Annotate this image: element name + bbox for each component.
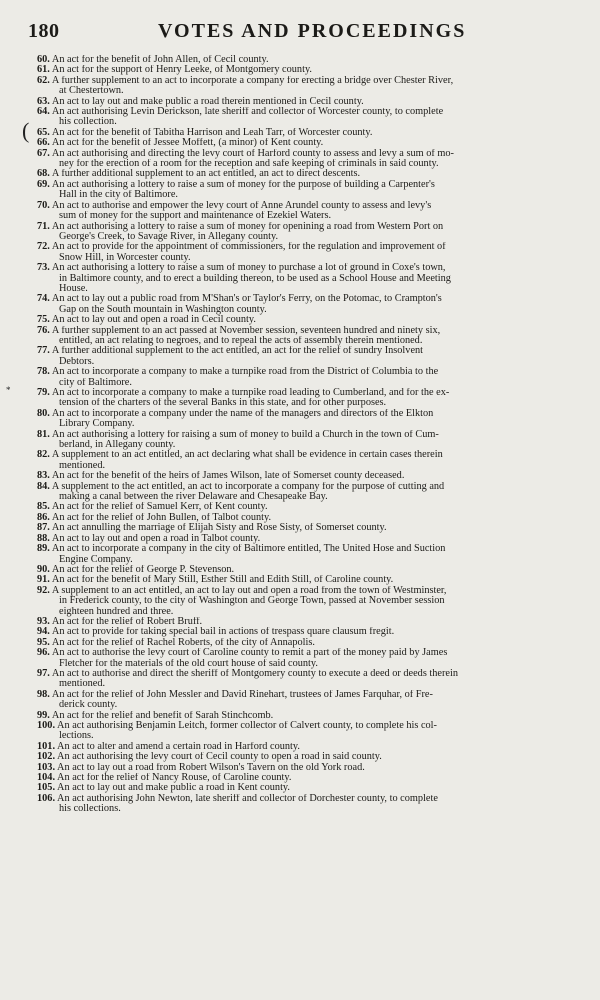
act-entry <box>37 263 595 294</box>
act-continuation-line: Snow Hill, in Worcester county. <box>59 252 191 263</box>
act-number: 60. <box>37 55 50 65</box>
act-entry <box>37 169 595 179</box>
act-text: An act for the benefit of Jessee Moffett, (a minor) of Kent county. <box>49 138 324 149</box>
act-text: An act to lay out and open a road in Talbot county. <box>49 533 261 544</box>
act-entry <box>37 763 595 773</box>
act-entry <box>37 752 595 762</box>
act-entry <box>37 690 595 711</box>
act-entry <box>37 773 595 783</box>
act-first-line <box>37 55 595 65</box>
act-entry <box>37 638 595 648</box>
act-text: A further supplement to an act to incorporate a company for erecting a bridge over Chester River, <box>49 75 454 86</box>
act-text: An act to lay out a road from Robert Wilson's Tavern on the old York road. <box>55 762 365 773</box>
act-entry <box>37 97 595 107</box>
act-number: 81. <box>37 429 50 440</box>
act-number: 74. <box>37 294 50 305</box>
act-entry <box>37 346 595 367</box>
running-head: VOTES AND PROCEEDINGS <box>158 20 467 42</box>
act-text: An act for the relief of Nancy Rouse, of Caroline county. <box>55 773 292 784</box>
act-continuation-line: Gap on the South mountain in Washington county. <box>59 304 267 315</box>
act-number: 70. <box>37 200 50 211</box>
act-first-line <box>37 763 595 773</box>
act-number: 66. <box>37 138 50 149</box>
act-number: 68. <box>37 169 50 180</box>
act-entry <box>37 783 595 793</box>
act-number: 98. <box>37 689 50 700</box>
act-number: 89. <box>37 544 50 555</box>
act-entry <box>37 65 595 75</box>
act-first-line <box>37 711 595 721</box>
act-number: 63. <box>37 96 50 107</box>
act-number: 99. <box>37 710 50 721</box>
act-first-line <box>37 263 595 273</box>
act-text: An act for the relief and benefit of Sarah Stinchcomb. <box>49 710 274 721</box>
act-number: 96. <box>37 648 50 659</box>
act-entry <box>37 794 595 815</box>
act-number: 95. <box>37 637 50 648</box>
act-first-line <box>37 201 595 211</box>
act-continuation-line: House. <box>59 283 88 294</box>
act-number: 100. <box>37 721 56 731</box>
act-text: A further additional supplement to an act entitled, an act to direct descents. <box>49 169 361 180</box>
act-text: An act for the relief of Robert Bruff. <box>49 616 203 627</box>
act-number: 105. <box>37 783 56 794</box>
act-entry <box>37 471 595 481</box>
act-text: An act for the relief of John Bullen, of Talbot county. <box>49 512 272 523</box>
act-text: An act authorising Levin Derickson, late sheriff and collector of Worcester county, to complete <box>49 107 444 118</box>
act-number: 93. <box>37 616 50 627</box>
act-text: An act authorising and directing the levy court of Harford county to assess and levy a sum of mo- <box>49 148 454 159</box>
act-continuation-line: berland, in Allegany county. <box>59 440 176 451</box>
act-entry <box>37 315 595 325</box>
act-text: A supplement to an act entitled, an act declaring what shall be evidence in certain cases therein <box>49 450 443 461</box>
act-text: An act for the benefit of Tabitha Harrison and Leah Tarr, of Worcester county. <box>49 127 373 138</box>
act-text: An act to alter and amend a certain road in Harford county. <box>55 741 300 752</box>
act-number: 91. <box>37 575 50 586</box>
act-first-line <box>37 169 595 179</box>
act-first-line <box>37 627 595 637</box>
act-text: An act authorising the levy court of Cecil county to open a road in said county. <box>55 752 382 763</box>
act-entry <box>37 575 595 585</box>
act-text: An act to incorporate a company to make a turnpike road leading to Cumberland, and for the ex- <box>49 388 450 398</box>
act-continuation-line: eighteen hundred and three. <box>59 606 174 617</box>
act-continuation-line: city of Baltimore. <box>59 377 132 388</box>
act-number: 75. <box>37 315 50 326</box>
act-entry <box>37 326 595 347</box>
act-entry <box>37 617 595 627</box>
act-number: 102. <box>37 752 56 763</box>
act-first-line <box>37 107 595 117</box>
act-first-line <box>37 128 595 138</box>
act-entry <box>37 138 595 148</box>
act-number: 78. <box>37 367 50 378</box>
act-number: 92. <box>37 585 50 596</box>
act-entry <box>37 513 595 523</box>
act-first-line <box>37 773 595 783</box>
act-text: An act to authorise and direct the sheriff of Montgomery county to execute a deed or deeds therein <box>49 668 458 679</box>
act-text: An act to incorporate a company in the city of Baltimore entitled, The United Hose and Suction <box>49 544 446 555</box>
act-text: An act authorising a lottery to raise a sum of money to purchase a lot of ground in Coxe's town, <box>49 263 446 274</box>
act-first-line <box>37 326 595 336</box>
act-first-line <box>37 149 595 159</box>
act-text: An act authorising a lottery for raising a sum of money to build a Church in the town of Cum- <box>49 429 439 440</box>
act-first-line <box>37 523 595 533</box>
act-number: 71. <box>37 221 50 232</box>
act-first-line <box>37 502 595 512</box>
act-continuation-line: lections. <box>59 731 94 742</box>
act-entry <box>37 128 595 138</box>
act-entry <box>37 201 595 222</box>
act-entry <box>37 222 595 243</box>
act-text: An act to authorise and empower the levy court of Anne Arundel county to assess and levy's <box>49 200 432 211</box>
act-text: An act to incorporate a company to make a turnpike road from the District of Columbia to the <box>49 367 439 378</box>
act-continuation-line: Debtors. <box>59 356 95 367</box>
act-first-line <box>37 450 595 460</box>
act-continuation-line: at Chestertown. <box>59 86 124 97</box>
margin-bracket-mark: ( <box>22 118 30 143</box>
act-number: 67. <box>37 148 50 159</box>
act-number: 87. <box>37 523 50 534</box>
act-entry <box>37 242 595 263</box>
act-text: A supplement to an act entitled, an act to lay out and open a road from the town of Westminster, <box>49 585 447 596</box>
page-number: 180 <box>28 20 60 42</box>
act-first-line <box>37 482 595 492</box>
act-first-line <box>37 367 595 377</box>
act-first-line <box>37 721 595 731</box>
act-text: An act to lay out and make public a road therein mentioned in Cecil county. <box>49 96 364 107</box>
act-text: An act for the relief of Rachel Roberts, of the city of Annapolis. <box>49 637 315 648</box>
act-first-line <box>37 648 595 658</box>
act-first-line <box>37 76 595 86</box>
act-entry <box>37 711 595 721</box>
act-first-line <box>37 544 595 554</box>
act-entry <box>37 721 595 742</box>
act-number: 62. <box>37 75 50 86</box>
act-number: 65. <box>37 127 50 138</box>
act-text: An act to lay out and make public a road in Kent county. <box>55 783 290 794</box>
act-continuation-line: mentioned. <box>59 460 106 471</box>
act-text: An act to incorporate a company under the name of the managers and directors of the Elkton <box>49 408 434 419</box>
page-header <box>28 18 586 48</box>
act-text: An act for the relief of John Messler and David Rinehart, trustees of James Farquhar, of Fre- <box>49 689 433 700</box>
act-number: 85. <box>37 502 50 513</box>
act-first-line <box>37 752 595 762</box>
act-number: 79. <box>37 388 50 398</box>
act-entry <box>37 648 595 669</box>
act-continuation-line: sum of money for the support and maintenance of Ezekiel Waters. <box>59 211 332 222</box>
act-text: An act authorising Benjamin Leitch, former collector of Calvert county, to complete his col- <box>55 721 437 731</box>
act-number: 61. <box>37 65 50 76</box>
act-number: 84. <box>37 481 50 492</box>
act-first-line <box>37 638 595 648</box>
act-first-line <box>37 409 595 419</box>
act-continuation-line: tension of the charters of the several Banks in this state, and for other purposes. <box>59 398 387 409</box>
act-continuation-line: in Baltimore county, and to erect a building thereon, to be used as a School House and Meeting <box>59 273 451 284</box>
act-first-line <box>37 315 595 325</box>
act-first-line <box>37 565 595 575</box>
act-text: An act for the relief of Samuel Kerr, of Kent county. <box>49 502 268 513</box>
act-first-line <box>37 534 595 544</box>
act-number: 97. <box>37 668 50 679</box>
act-text: A further supplement to an act passed at November session, seventeen hundred and ninety six, <box>49 325 441 336</box>
act-continuation-line: entitled, an act relating to negroes, and to repeal the acts of assembly therein mentioned. <box>59 335 423 346</box>
act-entry <box>37 544 595 565</box>
act-entry <box>37 409 595 430</box>
act-entry <box>37 565 595 575</box>
act-text: An act for the benefit of John Allen, of Cecil county. <box>49 55 269 65</box>
act-first-line <box>37 138 595 148</box>
act-continuation-line: in Frederick county, to the city of Washington and George Town, passed at November session <box>59 596 445 607</box>
act-first-line <box>37 346 595 356</box>
act-entry <box>37 586 595 617</box>
act-entry <box>37 367 595 388</box>
act-continuation-line: making a canal between the river Delaware and Chesapeake Bay. <box>59 492 328 503</box>
act-text: An act authorising John Newton, late sheriff and collector of Dorchester county, to complete <box>55 793 438 804</box>
act-entry <box>37 482 595 503</box>
act-number: 73. <box>37 263 50 274</box>
act-first-line <box>37 783 595 793</box>
act-entry <box>37 534 595 544</box>
act-first-line <box>37 794 595 804</box>
act-entry <box>37 502 595 512</box>
act-number: 77. <box>37 346 50 357</box>
act-entry <box>37 388 595 409</box>
act-number: 72. <box>37 242 50 253</box>
act-continuation-line: George's Creek, to Savage River, in Allegany county. <box>59 231 279 242</box>
acts-list <box>37 55 595 815</box>
act-number: 83. <box>37 471 50 482</box>
act-text: A supplement to the act entitled, an act to incorporate a company for the purpose of cutting and <box>49 481 445 492</box>
act-first-line <box>37 471 595 481</box>
act-first-line <box>37 513 595 523</box>
act-entry <box>37 149 595 170</box>
act-entry <box>37 450 595 471</box>
act-first-line <box>37 575 595 585</box>
act-number: 104. <box>37 773 56 784</box>
act-entry <box>37 669 595 690</box>
act-text: An act for the support of Henry Leeke, of Montgomery county. <box>49 65 312 76</box>
act-number: 106. <box>37 793 56 804</box>
act-continuation-line: his collection. <box>59 117 117 128</box>
act-text: An act annulling the marriage of Elijah Sisty and Rose Sisty, of Somerset county. <box>49 523 387 534</box>
act-first-line <box>37 617 595 627</box>
act-first-line <box>37 669 595 679</box>
act-first-line <box>37 742 595 752</box>
act-entry <box>37 107 595 128</box>
act-number: 69. <box>37 179 50 190</box>
act-entry <box>37 742 595 752</box>
act-first-line <box>37 222 595 232</box>
act-number: 101. <box>37 741 56 752</box>
act-text: An act for the relief of George P. Stevenson. <box>49 564 235 575</box>
act-first-line <box>37 690 595 700</box>
act-first-line <box>37 180 595 190</box>
act-number: 94. <box>37 627 50 638</box>
act-first-line <box>37 242 595 252</box>
act-continuation-line: Hall in the city of Baltimore. <box>59 190 178 201</box>
act-entry <box>37 180 595 201</box>
act-number: 76. <box>37 325 50 336</box>
act-number: 86. <box>37 512 50 523</box>
act-number: 88. <box>37 533 50 544</box>
act-text: An act to provide for the appointment of commissioners, for the regulation and improvement of <box>49 242 446 253</box>
act-text: An act to authorise the levy court of Caroline county to remit a part of the money paid by James <box>49 648 448 659</box>
act-continuation-line: Library Company. <box>59 419 135 430</box>
act-entry <box>37 55 595 65</box>
act-text: An act to lay out and open a road in Cecil county. <box>49 315 256 326</box>
act-first-line <box>37 430 595 440</box>
act-text: An act to provide for taking special bail in actions of trespass quare clausum fregit. <box>49 627 395 638</box>
act-continuation-line: Fletcher for the materials of the old court house of said county. <box>59 658 318 669</box>
margin-star-mark: * <box>6 385 11 395</box>
act-entry <box>37 523 595 533</box>
act-number: 64. <box>37 107 50 118</box>
act-continuation-line: ney for the erection of a room for the reception and safe keeping of criminals in said county. <box>59 159 439 170</box>
act-first-line <box>37 65 595 75</box>
act-number: 90. <box>37 564 50 575</box>
act-text: A further additional supplement to the act entitled, an act for the relief of sundry Insolvent <box>49 346 424 357</box>
act-number: 82. <box>37 450 50 461</box>
act-text: An act to lay out a public road from M'Shan's or Taylor's Ferry, on the Potomac, to Crampton's <box>49 294 442 305</box>
act-first-line <box>37 294 595 304</box>
act-text: An act for the benefit of Mary Still, Esther Still and Edith Still, of Caroline county. <box>49 575 394 586</box>
act-entry <box>37 294 595 315</box>
act-text: An act authorising a lottery to raise a sum of money for the purpose of building a Carpenter's <box>49 179 435 190</box>
act-entry <box>37 430 595 451</box>
act-entry <box>37 627 595 637</box>
act-text: An act authorising a lottery to raise a sum of money for openining a road from Western Port on <box>49 221 444 232</box>
act-first-line <box>37 388 595 398</box>
act-continuation-line: derick county. <box>59 700 118 711</box>
act-continuation-line: Engine Company. <box>59 554 133 565</box>
act-continuation-line: his collections. <box>59 804 121 815</box>
act-first-line <box>37 586 595 596</box>
act-number: 80. <box>37 408 50 419</box>
act-entry <box>37 76 595 97</box>
act-continuation-line: mentioned. <box>59 679 106 690</box>
act-first-line <box>37 97 595 107</box>
act-text: An act for the benefit of the heirs of James Wilson, late of Somerset county deceased. <box>49 471 405 482</box>
act-number: 103. <box>37 762 56 773</box>
